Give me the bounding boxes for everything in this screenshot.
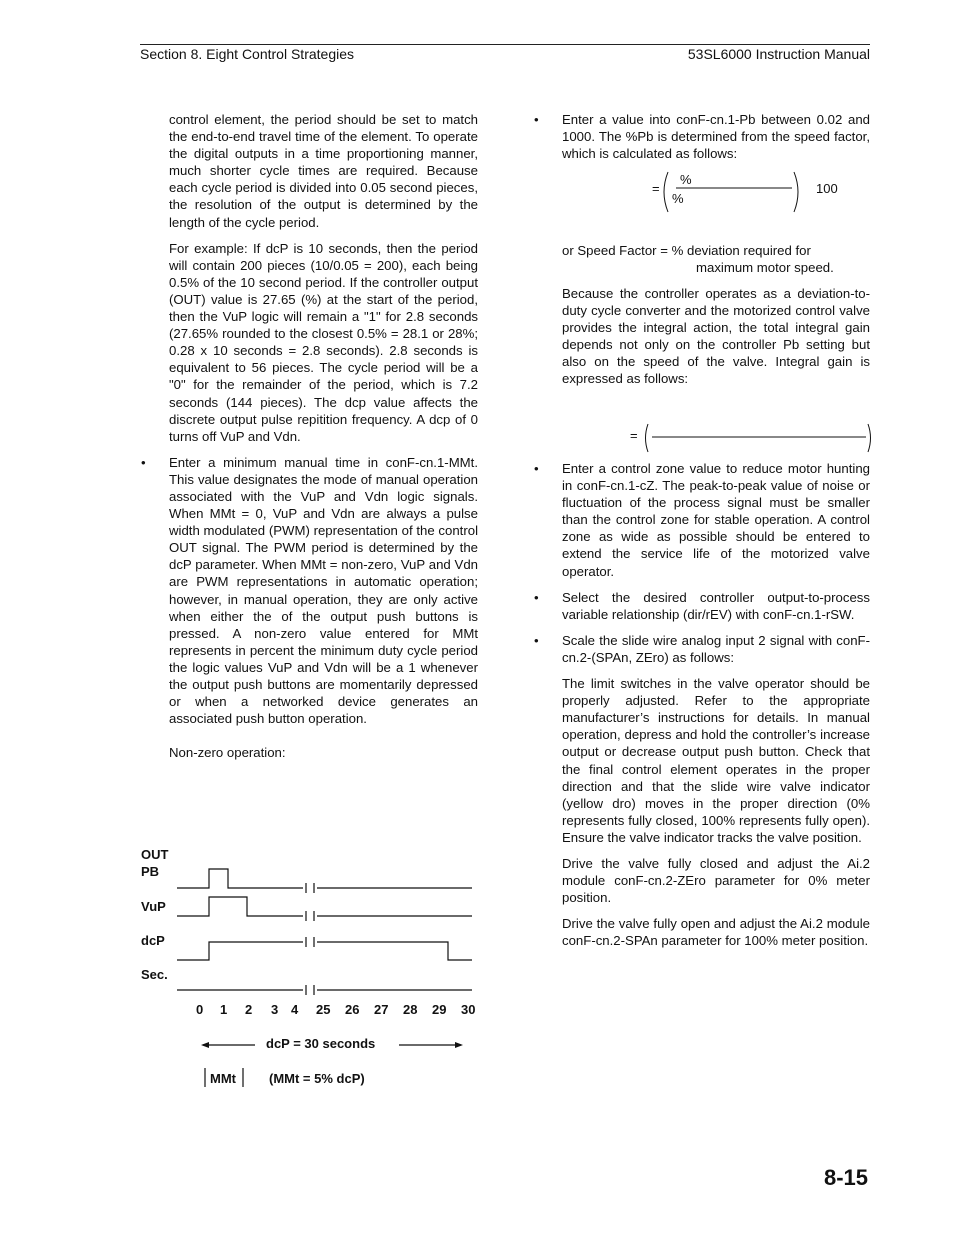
eq1-equals: = [652,181,660,196]
tick-label: 25 [316,1002,331,1017]
eq1-numerator: % [680,172,692,187]
tick-label: 1 [220,1002,228,1017]
eq1-multiplier: 100 [816,181,838,196]
speed-line-1: or Speed Factor = % deviation required for [562,243,811,258]
right-column-bottom [562,460,870,958]
label-out: OUT [141,847,169,862]
mmt-note: (MMt = 5% dcP) [269,1071,365,1086]
bullet-scale: • Scale the slide wire analog input 2 signal with conF-cn.2-(SPAn, ZEro) as follows: [562,632,870,666]
tick-label: 0 [196,1002,204,1017]
paragraph-open: Drive the valve fully open and adjust the Ai.2 module conF-cn.2-SPAn parameter for 100% meter position. [562,916,870,949]
tick-label: 29 [432,1002,447,1017]
label-pb: PB [141,864,160,879]
header-manual-title: 53SL6000 Instruction Manual [687,46,870,62]
tick-label: 28 [403,1002,418,1017]
eq1-denominator: % [672,191,684,206]
label-dcp: dcP [141,933,165,948]
paragraph-example: For example: If dcP is 10 seconds, then the period will contain 200 pieces (10/0.05 = 200), each being 0.5% of the 10 second period. If the controller output (OUT) value is 27.65 (%) at the start of the period, then the VuP logic will remain a "1" for 2.8 seconds (27.65% rounded to the closest 0.5% = 28.1 or 28%; 0.28 x 10 seconds = 2.8 seconds). 2.8 seconds is equivalent to 56 pieces. The cycle period will be a "0" for the remainder of the period, which is 7.2 seconds (144 pieces). The dcp value affects the discrete output pulse repitition frequency. A dcp of 0 turns off VuP and Vdn. [169,240,478,444]
nonzero-caption: Non-zero operation: [169,745,286,761]
tick-label: 30 [461,1002,476,1017]
speed-line-2: maximum motor speed. [696,260,834,276]
dcp-span-label: dcP = 30 seconds [266,1036,376,1051]
bullet-pb: • Enter a value into conF-cn.1-Pb between 0.02 and 1000. The %Pb is determined from the speed factor, which is calculated as follows: [562,111,870,162]
tick-label: 4 [291,1002,299,1017]
eq2-equals: = [630,428,638,443]
label-vup: VuP [141,899,166,914]
mmt-label: MMt [210,1071,236,1086]
paragraph-integral-gain: Because the controller operates as a deviation-to-duty cycle converter and the motorized control valve provides the integral action, the total integral gain depends not only on the controller Pb setting but also on the speed of the valve. Integral gain is expressed as follows: [562,286,870,387]
label-sec: Sec. [141,967,168,982]
bullet-rsw: • Select the desired controller output-to-process variable relationship (dir/rEV) with conF-cn.1-rSW. [562,589,870,623]
bullet-control-zone: • Enter a control zone value to reduce motor hunting in conF-cn.1-cZ. The peak-to-peak value of noise or fluctuation of the process signal must be smaller than the control zone for stable operation. A control zone as wide as possible should be entered to extend the service life of the motorized valve operator. [562,460,870,580]
header-section: Section 8. Eight Control Strategies [140,46,355,62]
paragraph-closed: Drive the valve fully closed and adjust the Ai.2 module conF-cn.2-ZEro parameter for 0% meter position. [562,855,870,906]
tick-label: 2 [245,1002,253,1017]
bullet-mmt: • Enter a minimum manual time in conF-cn.1-MMt. This value designates the mode of manual operation associated with the VuP and Vdn logic signals. When MMt = 0, VuP and Vdn are always a pulse width modulated (PWM) representation of the control OUT signal. The PWM period is determined by the dcP parameter. When MMt = non-zero, VuP and Vdn are PWM representations in automatic operation; however, in manual operation, they are only active when either the of the output push buttons is pressed. A non-zero value entered for MMt represents in percent the minimum duty cycle period the logic values VuP and Vdn will be a 1 whenever the output push buttons are momentarily depressed or when a networked device generates an associated push button operation. [169,454,478,728]
tick-label: 27 [374,1002,389,1017]
tick-label: 3 [271,1002,279,1017]
tick-label: 26 [345,1002,360,1017]
paragraph-limit-switches: The limit switches in the valve operator should be properly adjusted. Refer to the appropriate manufacturer’s instructions for details. In manual operation, depress and hold the controller’s increase output or decrease output push button. Check that the final control element operates in the proper direction and that the slide wire valve indicator (yellow dro) moves in the proper direction (0% represents fully closed, 100% represents fully open). Ensure the valve indicator tracks the valve position. [562,676,870,845]
page-number: 8-15 [824,1165,869,1190]
paragraph-period: control element, the period should be set to match the end-to-end travel time of the element. To operate the digital outputs in a time proportioning manner, much shorter cycle times are required. Because each cycle period is divided into 0.05 second pieces, the resolution of the output is determined by the length of the cycle period. [169,112,478,230]
